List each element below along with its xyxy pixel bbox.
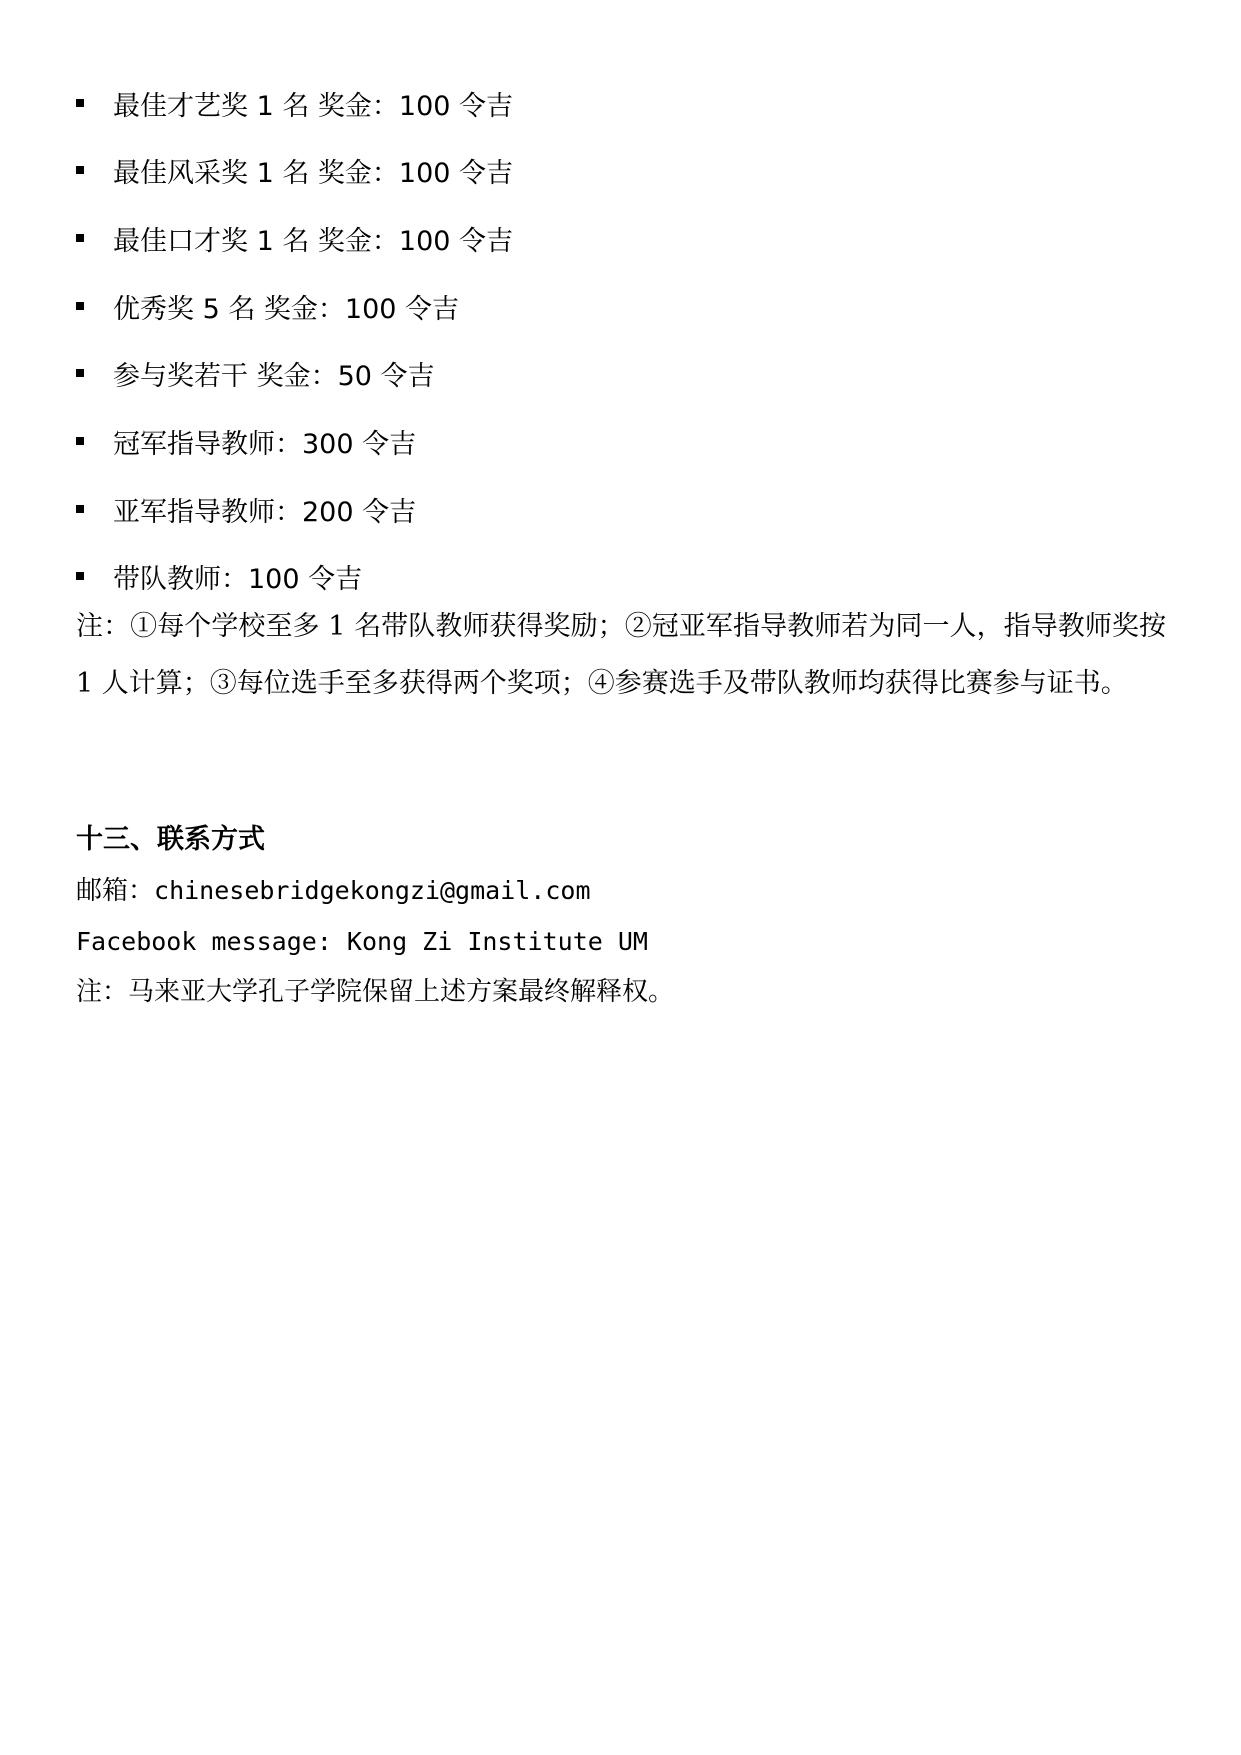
square-bullet-icon xyxy=(76,302,84,310)
award-item-participation xyxy=(76,353,976,393)
award-item-best-presence xyxy=(76,150,976,190)
award-item-excellence xyxy=(76,286,976,326)
square-bullet-icon xyxy=(76,505,84,513)
square-bullet-icon xyxy=(76,437,84,445)
final-note: 注：马来亚大学孔子学院保留上述方案最终解释权。 xyxy=(76,977,675,1007)
square-bullet-icon xyxy=(76,99,84,107)
award-text: 冠军指导教师：300 令吉 xyxy=(113,428,417,460)
award-text: 最佳风采奖 1 名 奖金：100 令吉 xyxy=(113,157,514,189)
contact-section-heading: 十三、联系方式 xyxy=(76,824,265,855)
award-item-best-eloquence xyxy=(76,218,976,258)
square-bullet-icon xyxy=(76,234,84,242)
award-item-champion-coach xyxy=(76,421,976,461)
email-label: 邮箱： xyxy=(76,876,155,906)
award-text: 最佳口才奖 1 名 奖金：100 令吉 xyxy=(113,225,514,257)
awards-note: 注：①每个学校至多 1 名带队教师获得奖励；②冠亚军指导教师若为同一人，指导教师奖按 1 人计算；③每位选手至多获得两个奖项；④参赛选手及带队教师均获得比赛参与证书。 xyxy=(76,611,1166,699)
award-text: 优秀奖 5 名 奖金：100 令吉 xyxy=(113,293,460,325)
award-text: 亚军指导教师：200 令吉 xyxy=(113,496,417,528)
square-bullet-icon xyxy=(76,166,84,174)
square-bullet-icon xyxy=(76,369,84,377)
award-item-best-talent xyxy=(76,83,976,123)
email-address: chinesebridgekongzi@gmail.com xyxy=(154,876,591,905)
award-item-runner-up-coach xyxy=(76,489,976,529)
award-text: 带队教师：100 令吉 xyxy=(113,563,363,595)
award-item-team-leader xyxy=(76,556,976,596)
email-line xyxy=(76,871,591,911)
square-bullet-icon xyxy=(76,572,84,580)
facebook-line xyxy=(76,922,648,962)
award-text: 最佳才艺奖 1 名 奖金：100 令吉 xyxy=(113,90,514,122)
award-text: 参与奖若干 奖金：50 令吉 xyxy=(113,360,435,392)
facebook-text: Facebook message: Kong Zi Institute UM xyxy=(76,927,648,956)
